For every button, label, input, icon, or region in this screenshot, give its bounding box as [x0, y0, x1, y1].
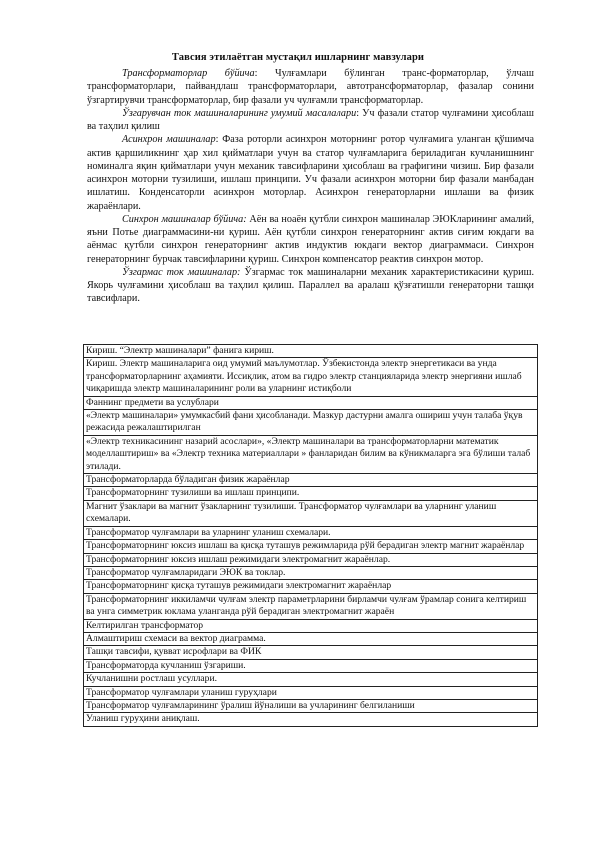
table-row — [84, 593, 538, 619]
paragraph-text: Аён ва ноаён қутбли синхрон машиналар ЭЮКларининг амалий, яъни Потье диаграммасини-ни қуриш. Аён қутбли синхрон генераторнинг актив сиғим юкдаги ва аёнмас қутбли синхрон генераторнинг актив индуктив юкдаги вектор диаграммаси. Синхрон генераторнинг бурчак тавсифларини қуриш. Синхрон компенсатор реактив синхрон мотор. — [87, 213, 535, 265]
table-row — [84, 699, 538, 712]
paragraph-lead: Синхрон машиналар бўйича: — [122, 213, 247, 225]
table-cell: Алмаштириш схемаси ва вектор диаграмма. — [84, 632, 538, 645]
paragraph-async-machines — [87, 133, 534, 213]
table-cell: Уланиш гуруҳини аниқлаш. — [84, 713, 538, 726]
paragraph-transformers — [87, 67, 534, 107]
table-cell: Кучланишни ростлаш усуллари. — [84, 673, 538, 686]
paragraph-text: : Фаза роторли асинхрон моторнинг ротор чулғамига уланган қўшимча актив қаршиликнинг ҳар хил қийматлари учун ва статор чулғамларига бериладиган кучланишнинг номиналга яқин қийматлари учун механик тавсифларини ҳисоблаш ва графигини чизиш. Бир фазали асинхрон моторни тузилиши, ишлаш принципи. Уч фазали асинхрон моторни бир фазали манбадан ишлатиш. Конденсаторли асинхрон моторлар. Асинхрон генераторларни ишлаши ва физик жараёнлари. — [87, 134, 534, 212]
paragraph-lead: Асинхрон машиналар — [122, 134, 216, 146]
paragraph-sync-machines — [87, 213, 534, 266]
table-cell: Трансформатор чулғамлари уланиш гуруҳлари — [84, 686, 538, 699]
paragraph-text: : Чулғамлари бўлинган транс-форматорлар, ўлчаш трансформаторлари, пайвандлаш трансформаторлари, автотрансформаторлар, фазалар сонини ўзгартирувчи трансформаторлар, бир фазали уч чулғамли трансформаторлар. — [87, 68, 534, 106]
table-cell: Магнит ўзаклари ва магнит ўзакларнинг тузилиши. Трансформатор чулғамлари ва уларнинг уланиш схемалари. — [84, 500, 538, 526]
table-cell: Трансформаторнинг юксиз ишлаш ва қисқа туташув режимларида рўй берадиган электр магнит жараёнлар — [84, 540, 538, 553]
table-cell: «Электр машиналари» умумкасбий фани ҳисобланади. Мазкур дастурни амалга ошириш учун талаба ўқув режасида режалаштирилган — [84, 410, 538, 436]
document-title: Тавсия этилаётган мустақил ишларнинг мавзулари — [171, 52, 425, 63]
table-row — [84, 396, 538, 409]
table-cell: Келтирилган трансформатор — [84, 619, 538, 632]
table-row — [84, 474, 538, 487]
table-row — [84, 500, 538, 526]
table-row — [84, 632, 538, 645]
paragraph-text: : Уч фазали статор чулғамини ҳисоблаш ва таҳлил қилиш — [87, 107, 535, 132]
table-row — [84, 673, 538, 686]
table-row — [84, 358, 538, 396]
table-cell: Трансформаторнинг қисқа туташув режимидаги электромагнит жараёнлар — [84, 580, 538, 593]
table-cell: Трансформаторнинг юксиз ишлаш режимидаги электромагнит жараёнлар. — [84, 553, 538, 566]
topic-paragraphs — [87, 67, 534, 306]
table-row — [84, 435, 538, 473]
table-row — [84, 566, 538, 579]
table-row — [84, 686, 538, 699]
table-cell: Кириш. Электр машиналарига оид умумий маълумотлар. Ўзбекистонда электр энергетикаси ва унда трансформаторларнинг аҳамияти. Иссиқлик, атом ва гидро электр станцияларида электр энергияни ишлаб чиқаришда электр машиналарининг роли ва уларнинг истиқболи — [84, 358, 538, 396]
table-cell: «Электр техникасининг назарий асослари», «Электр машиналари ва трансформаторларни математик моделлаштириш» ва «Электр техника материаллари » фанларидан билим ва кўникмаларга эга бўлиши талаб этилади. — [84, 435, 538, 473]
table-cell: Кириш. “Электр машиналари” фанига кириш. — [84, 345, 538, 358]
table-row — [84, 659, 538, 672]
table-cell: Трансформаторда кучланиш ўзгариши. — [84, 659, 538, 672]
topics-table — [83, 344, 538, 727]
table-row — [84, 553, 538, 566]
table-row — [84, 619, 538, 632]
table-cell: Трансформаторнинг иккиламчи чулғам электр параметрларини бирламчи чулғам ўрамлар сонига келтириш ва унга симметрик юклама уланганда рўй берадиган электромагнит жараён — [84, 593, 538, 619]
table-row — [84, 410, 538, 436]
table-cell: Фаннинг предмети ва услублари — [84, 396, 538, 409]
paragraph-lead: Ўзгарувчан ток машиналарининг умумий масалалари — [122, 107, 357, 119]
table-cell: Трансформаторнинг тузилиши ва ишлаш принципи. — [84, 487, 538, 500]
table-cell: Трансформатор чулғамларининг ўралиш йўналиши ва учларининг белгиланиши — [84, 699, 538, 712]
table-row — [84, 487, 538, 500]
paragraph-ac-machines — [87, 107, 534, 134]
table-row — [84, 540, 538, 553]
table-row — [84, 345, 538, 358]
table-cell: Трансформатор чулғамларидаги ЭЮК ва токлар. — [84, 566, 538, 579]
table-row — [84, 526, 538, 539]
paragraph-text: Ўзгармас ток машиналарни механик характеристикасини қуриш. Якорь чулғамини ҳисоблаш ва таҳлил қилиш. Параллел ва аралаш қўзғатишли генераторни ташқи тавсифлари. — [87, 266, 534, 305]
paragraph-dc-machines — [87, 266, 534, 306]
paragraph-lead: Ўзгармас ток машиналар: — [122, 266, 241, 278]
table-cell: Ташқи тавсифи, қувват исрофлари ва ФИК — [84, 646, 538, 659]
table-row — [84, 580, 538, 593]
table-cell: Трансформатор чулғамлари ва уларнинг уланиш схемалари. — [84, 526, 538, 539]
table-row — [84, 713, 538, 726]
table-row — [84, 646, 538, 659]
table-cell: Трансформаторларда бўладиган физик жараёнлар — [84, 474, 538, 487]
paragraph-lead: Трансформаторлар бўйича — [122, 68, 255, 79]
